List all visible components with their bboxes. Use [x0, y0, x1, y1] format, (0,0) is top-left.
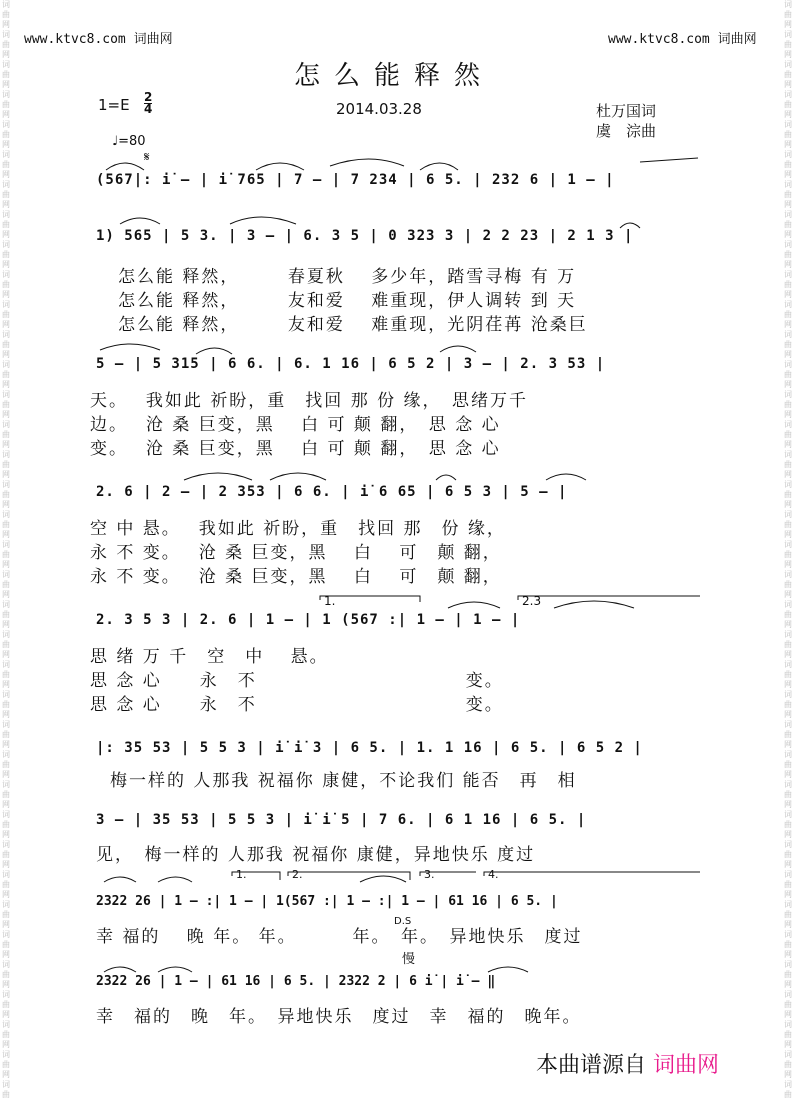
- watermark-char: 曲: [784, 760, 792, 769]
- watermark-char: 曲: [2, 820, 10, 829]
- watermark-char: 词: [2, 750, 10, 759]
- watermark-char: 词: [2, 210, 10, 219]
- watermark-char: 曲: [784, 250, 792, 259]
- watermark-char: 曲: [784, 910, 792, 919]
- watermark-char: 网: [2, 560, 10, 569]
- watermark-char: 网: [784, 200, 792, 209]
- score-line-2: 1) 565 | 5 3. | 3 – | 6. 3 5 | 0 323 3 | 2 2 23 | 2 1 3 |: [96, 228, 634, 244]
- watermark-char: 曲: [784, 1000, 792, 1009]
- watermark-char: 曲: [2, 910, 10, 919]
- watermark-char: 曲: [784, 670, 792, 679]
- watermark-char: 网: [784, 710, 792, 719]
- watermark-char: 词: [784, 780, 792, 789]
- watermark-char: 词: [2, 270, 10, 279]
- score-line-7: 3 – | 35 53 | 5 5 3 | i̇ i̇ 5 | 7 6. | 6 1 16 | 6 5. |: [96, 812, 587, 828]
- watermark-char: 曲: [784, 430, 792, 439]
- watermark-char: 词: [2, 330, 10, 339]
- watermark-char: 网: [2, 230, 10, 239]
- score-line-3: 5 – | 5 315 | 6 6. | 6. 1 16 | 6 5 2 | 3 – | 2. 3 53 |: [96, 356, 606, 372]
- score-line-6: |: 35 53 | 5 5 3 | i̇ i̇ 3 | 6 5. | 1. 1 16 | 6 5. | 6 5 2 |: [96, 740, 643, 756]
- watermark-char: 网: [784, 1040, 792, 1049]
- song-title: 怎么能释然: [294, 61, 495, 91]
- watermark-char: 网: [784, 560, 792, 569]
- watermark-char: 网: [784, 980, 792, 989]
- watermark-char: 词: [784, 300, 792, 309]
- volta-8-2-label: 2.: [292, 868, 303, 881]
- lyric-6: 梅一样的 人那我 祝福你 康健，不论我们 能否 再 相: [110, 771, 577, 791]
- watermark-char: 曲: [784, 820, 792, 829]
- slow-marking: 慢: [402, 952, 416, 967]
- watermark-char: 词: [784, 600, 792, 609]
- watermark-char: 曲: [784, 400, 792, 409]
- watermark-char: 网: [784, 500, 792, 509]
- lyric-5-verse-2: 思 念 心 永 不 变。: [90, 671, 504, 691]
- lyric-5-verse-3: 思 念 心 永 不 变。: [90, 695, 504, 715]
- watermark-char: 曲: [2, 640, 10, 649]
- watermark-char: 网: [784, 80, 792, 89]
- composition-date: 2014.03.28: [336, 100, 422, 118]
- watermark-char: 曲: [2, 460, 10, 469]
- watermark-char: 词: [784, 180, 792, 189]
- watermark-char: 词: [784, 90, 792, 99]
- watermark-char: 词: [2, 120, 10, 129]
- watermark-char: 曲: [2, 730, 10, 739]
- watermark-char: 网: [2, 590, 10, 599]
- watermark-char: 曲: [2, 520, 10, 529]
- watermark-char: 网: [784, 140, 792, 149]
- watermark-char: 词: [2, 1050, 10, 1059]
- watermark-char: 网: [2, 680, 10, 689]
- watermark-char: 词: [784, 750, 792, 759]
- watermark-char: 曲: [784, 310, 792, 319]
- watermark-char: 词: [2, 810, 10, 819]
- watermark-char: 词: [784, 270, 792, 279]
- watermark-char: 词: [784, 960, 792, 969]
- watermark-char: 曲: [784, 220, 792, 229]
- watermark-char: 曲: [2, 70, 10, 79]
- watermark-char: 曲: [2, 40, 10, 49]
- watermark-char: 词: [2, 540, 10, 549]
- watermark-char: 词: [784, 480, 792, 489]
- watermark-char: 词: [784, 360, 792, 369]
- watermark-char: 词: [2, 0, 10, 9]
- watermark-char: 曲: [2, 790, 10, 799]
- watermark-char: 网: [2, 950, 10, 959]
- watermark-char: 曲: [784, 520, 792, 529]
- lyric-3-verse-3: 变。 沧 桑 巨变，黑 白 可 颠 翻， 思 念 心: [90, 439, 501, 459]
- score-line-1: (567|: i̇ – | i̇ 765 | 7 – | 7 234 | 6 5. | 232 6 | 1 – |: [96, 172, 615, 188]
- watermark-char: 词: [784, 810, 792, 819]
- watermark-char: 词: [784, 540, 792, 549]
- watermark-char: 词: [2, 720, 10, 729]
- watermark-char: 网: [2, 920, 10, 929]
- watermark-char: 网: [2, 800, 10, 809]
- watermark-char: 网: [784, 410, 792, 419]
- watermark-char: 曲: [784, 790, 792, 799]
- watermark-char: 曲: [2, 580, 10, 589]
- watermark-char: 词: [2, 870, 10, 879]
- watermark-char: 词: [784, 120, 792, 129]
- watermark-char: 网: [2, 350, 10, 359]
- watermark-char: 词: [2, 240, 10, 249]
- watermark-char: 词: [2, 990, 10, 999]
- watermark-char: 曲: [784, 190, 792, 199]
- watermark-char: 词: [784, 60, 792, 69]
- watermark-char: 曲: [784, 460, 792, 469]
- watermark-char: 曲: [2, 340, 10, 349]
- watermark-char: 词: [2, 300, 10, 309]
- watermark-char: 词: [2, 1020, 10, 1029]
- watermark-char: 词: [2, 840, 10, 849]
- watermark-char: 曲: [2, 1060, 10, 1069]
- watermark-char: 词: [784, 1020, 792, 1029]
- lyric-8: 幸 福的 晚 年。 年。 年。 年。 异地快乐 度过: [96, 927, 583, 947]
- watermark-char: 曲: [784, 1090, 792, 1099]
- watermark-char: 曲: [784, 970, 792, 979]
- watermark-char: 词: [2, 450, 10, 459]
- watermark-char: 词: [784, 1080, 792, 1089]
- watermark-char: 曲: [784, 730, 792, 739]
- watermark-char: 网: [784, 350, 792, 359]
- watermark-char: 网: [2, 200, 10, 209]
- watermark-char: 网: [2, 710, 10, 719]
- watermark-char: 词: [784, 690, 792, 699]
- volta-8-3-label: 3.: [424, 868, 435, 881]
- key-signature: 1=E: [98, 96, 130, 114]
- watermark-char: 词: [2, 420, 10, 429]
- score-line-8: 2322 26 | 1 – :| 1 – | 1(567 :| 1 – :| 1 – | 61 16 | 6 5. |: [96, 894, 558, 909]
- watermark-char: 网: [784, 890, 792, 899]
- watermark-char: 曲: [784, 280, 792, 289]
- watermark-char: 网: [784, 950, 792, 959]
- watermark-char: 网: [2, 890, 10, 899]
- watermark-char: 曲: [784, 70, 792, 79]
- watermark-char: 网: [784, 290, 792, 299]
- watermark-char: 网: [784, 800, 792, 809]
- watermark-char: 词: [2, 630, 10, 639]
- tempo-marking: ♩=80: [112, 134, 146, 149]
- time-signature-top: 2: [144, 90, 153, 104]
- watermark-char: 词: [2, 930, 10, 939]
- watermark-char: 曲: [2, 430, 10, 439]
- site-url-right: www.ktvc8.com: [608, 32, 710, 47]
- watermark-char: 曲: [784, 610, 792, 619]
- source-credit[interactable]: [536, 1048, 719, 1079]
- watermark-char: 网: [784, 920, 792, 929]
- watermark-char: 曲: [784, 100, 792, 109]
- segno-icon: 𝄋: [144, 150, 150, 165]
- lyric-3-verse-2: 边。 沧 桑 巨变，黑 白 可 颠 翻， 思 念 心: [90, 415, 501, 435]
- watermark-char: 网: [784, 860, 792, 869]
- lyric-2-verse-1: 怎么能 释然， 春夏秋 多少年，踏雪寻梅 有 万: [118, 267, 577, 287]
- watermark-char: 曲: [784, 580, 792, 589]
- watermark-char: 词: [2, 480, 10, 489]
- lyric-3-verse-1: 天。 我如此 祈盼，重 找回 那 份 缘， 思绪万千: [90, 391, 529, 411]
- watermark-char: 词: [2, 30, 10, 39]
- lyric-5-verse-1: 思 绪 万 千 空 中 悬。: [90, 647, 329, 667]
- watermark-char: 网: [2, 830, 10, 839]
- watermark-char: 曲: [2, 250, 10, 259]
- lyric-4-verse-2: 永 不 变。 沧 桑 巨变，黑 白 可 颠 翻，: [90, 543, 502, 563]
- watermark-char: 网: [2, 140, 10, 149]
- watermark-char: 网: [784, 680, 792, 689]
- watermark-char: 词: [784, 630, 792, 639]
- watermark-char: 曲: [2, 280, 10, 289]
- watermark-char: 网: [2, 1040, 10, 1049]
- site-name-right: 词曲网: [717, 32, 757, 47]
- watermark-char: 词: [2, 660, 10, 669]
- watermark-char: 曲: [2, 100, 10, 109]
- watermark-char: 网: [2, 440, 10, 449]
- watermark-char: 曲: [2, 670, 10, 679]
- watermark-char: 网: [784, 170, 792, 179]
- watermark-char: 词: [784, 570, 792, 579]
- watermark-char: 曲: [784, 940, 792, 949]
- watermark-char: 网: [2, 980, 10, 989]
- watermark-char: 词: [784, 840, 792, 849]
- watermark-char: 曲: [2, 970, 10, 979]
- watermark-char: 词: [2, 900, 10, 909]
- watermark-char: 曲: [2, 1090, 10, 1099]
- watermark-char: 词: [784, 0, 792, 9]
- watermark-char: 网: [2, 320, 10, 329]
- watermark-char: 网: [784, 530, 792, 539]
- watermark-char: 曲: [784, 160, 792, 169]
- watermark-char: 词: [784, 990, 792, 999]
- watermark-char: 网: [2, 530, 10, 539]
- watermark-char: 曲: [784, 490, 792, 499]
- watermark-char: 网: [2, 1070, 10, 1079]
- watermark-char: 曲: [2, 130, 10, 139]
- watermark-char: 曲: [784, 850, 792, 859]
- watermark-char: 词: [784, 900, 792, 909]
- watermark-char: 词: [784, 930, 792, 939]
- watermark-char: 网: [784, 470, 792, 479]
- watermark-char: 曲: [784, 340, 792, 349]
- watermark-char: 曲: [784, 1060, 792, 1069]
- watermark-char: 网: [784, 1070, 792, 1079]
- volta-1-label: 1.: [324, 594, 336, 608]
- watermark-char: 网: [2, 770, 10, 779]
- watermark-char: 曲: [2, 190, 10, 199]
- watermark-char: 网: [2, 740, 10, 749]
- score-line-9: 2322 26 | 1 – | 61 16 | 6 5. | 2322 2 | 6 i̇ | i̇ – ‖: [96, 974, 496, 989]
- watermark-char: 网: [2, 50, 10, 59]
- watermark-char: 曲: [2, 760, 10, 769]
- watermark-char: 词: [2, 360, 10, 369]
- watermark-char: 网: [784, 1010, 792, 1019]
- site-name-left: 词曲网: [133, 32, 173, 47]
- watermark-char: 词: [784, 420, 792, 429]
- watermark-char: 词: [784, 870, 792, 879]
- watermark-char: 曲: [2, 610, 10, 619]
- watermark-char: 网: [2, 20, 10, 29]
- watermark-char: 曲: [784, 640, 792, 649]
- lyric-2-verse-2: 怎么能 释然， 友和爱 难重现，伊人调转 到 天: [118, 291, 577, 311]
- watermark-char: 词: [2, 690, 10, 699]
- score-line-4: 2. 6 | 2 – | 2 353 | 6 6. | i̇ 6 65 | 6 5 3 | 5 – |: [96, 484, 568, 500]
- watermark-char: 网: [784, 830, 792, 839]
- watermark-char: 词: [2, 150, 10, 159]
- watermark-char: 词: [2, 180, 10, 189]
- watermark-char: 词: [2, 390, 10, 399]
- watermark-char: 网: [2, 620, 10, 629]
- watermark-char: 曲: [784, 550, 792, 559]
- watermark-char: 词: [784, 240, 792, 249]
- watermark-char: 词: [784, 660, 792, 669]
- watermark-char: 网: [2, 110, 10, 119]
- watermark-char: 词: [784, 150, 792, 159]
- watermark-char: 曲: [2, 850, 10, 859]
- watermark-char: 曲: [2, 310, 10, 319]
- watermark-char: 网: [2, 290, 10, 299]
- watermark-char: 网: [784, 110, 792, 119]
- time-signature-bottom: 4: [144, 102, 153, 116]
- watermark-char: 词: [2, 510, 10, 519]
- lyric-7: 见， 梅一样的 人那我 祝福你 康健，异地快乐 度过: [96, 845, 536, 865]
- watermark-char: 网: [2, 80, 10, 89]
- watermark-char: 曲: [784, 1030, 792, 1039]
- watermark-char: 曲: [2, 400, 10, 409]
- watermark-char: 曲: [784, 130, 792, 139]
- lyric-2-verse-3: 怎么能 释然， 友和爱 难重现，光阴荏苒 沧桑巨: [118, 315, 588, 335]
- source-brand-link[interactable]: 词曲网: [653, 1053, 720, 1078]
- composer-credit: 虞 淙曲: [596, 122, 657, 140]
- watermark-char: 词: [2, 780, 10, 789]
- watermark-char: 网: [2, 470, 10, 479]
- lyricist-credit: 杜万国词: [596, 102, 657, 120]
- watermark-char: 词: [784, 390, 792, 399]
- watermark-char: 曲: [784, 40, 792, 49]
- volta-23-label: 2.3: [522, 594, 542, 608]
- watermark-char: 词: [784, 210, 792, 219]
- watermark-char: 曲: [2, 490, 10, 499]
- watermark-char: 网: [784, 380, 792, 389]
- watermark-char: 曲: [2, 220, 10, 229]
- watermark-char: 词: [2, 960, 10, 969]
- watermark-char: 曲: [2, 160, 10, 169]
- watermark-char: 曲: [2, 700, 10, 709]
- watermark-char: 曲: [784, 700, 792, 709]
- watermark-char: 词: [784, 510, 792, 519]
- watermark-char: 网: [784, 260, 792, 269]
- watermark-char: 词: [2, 1080, 10, 1089]
- watermark-char: 词: [2, 570, 10, 579]
- watermark-char: 网: [2, 650, 10, 659]
- watermark-char: 曲: [2, 1030, 10, 1039]
- volta-8-1-label: 1.: [236, 868, 247, 881]
- watermark-char: 曲: [2, 10, 10, 19]
- watermark-char: 曲: [2, 370, 10, 379]
- watermark-char: 词: [784, 1050, 792, 1059]
- lyric-4-verse-1: 空 中 悬。 我如此 祈盼，重 找回 那 份 缘，: [90, 519, 506, 539]
- dal-segno-marking: D.S: [394, 916, 412, 927]
- watermark-char: 网: [2, 380, 10, 389]
- source-prefix: 本曲谱源自: [536, 1053, 647, 1078]
- watermark-char: 曲: [2, 550, 10, 559]
- watermark-char: 网: [784, 650, 792, 659]
- watermark-char: 词: [2, 600, 10, 609]
- watermark-char: 网: [784, 20, 792, 29]
- watermark-char: 词: [784, 720, 792, 729]
- watermark-char: 词: [784, 30, 792, 39]
- watermark-char: 网: [784, 230, 792, 239]
- watermark-char: 曲: [784, 880, 792, 889]
- watermark-char: 曲: [2, 1000, 10, 1009]
- watermark-char: 网: [2, 410, 10, 419]
- watermark-char: 曲: [784, 10, 792, 19]
- volta-8-4-label: 4.: [488, 868, 499, 881]
- watermark-char: 网: [784, 590, 792, 599]
- watermark-char: 网: [784, 740, 792, 749]
- watermark-char: 词: [2, 90, 10, 99]
- watermark-char: 网: [2, 260, 10, 269]
- watermark-char: 网: [784, 50, 792, 59]
- watermark-char: 网: [2, 170, 10, 179]
- watermark-char: 网: [784, 620, 792, 629]
- watermark-char: 网: [2, 500, 10, 509]
- lyric-4-verse-3: 永 不 变。 沧 桑 巨变，黑 白 可 颠 翻，: [90, 567, 502, 587]
- lyric-9: 幸 福的 晚 年。 异地快乐 度过 幸 福的 晚年。: [96, 1007, 582, 1027]
- watermark-char: 网: [2, 1010, 10, 1019]
- watermark-char: 网: [2, 860, 10, 869]
- watermark-char: 词: [784, 450, 792, 459]
- watermark-char: 网: [784, 770, 792, 779]
- watermark-char: 曲: [784, 370, 792, 379]
- score-line-5: 2. 3 5 3 | 2. 6 | 1 – | 1 (567 :| 1 – | 1 – |: [96, 612, 521, 628]
- watermark-char: 词: [784, 330, 792, 339]
- watermark-char: 词: [2, 60, 10, 69]
- watermark-char: 网: [784, 440, 792, 449]
- watermark-char: 曲: [2, 880, 10, 889]
- site-url-left: www.ktvc8.com: [24, 32, 126, 47]
- watermark-char: 网: [784, 320, 792, 329]
- watermark-char: 曲: [2, 940, 10, 949]
